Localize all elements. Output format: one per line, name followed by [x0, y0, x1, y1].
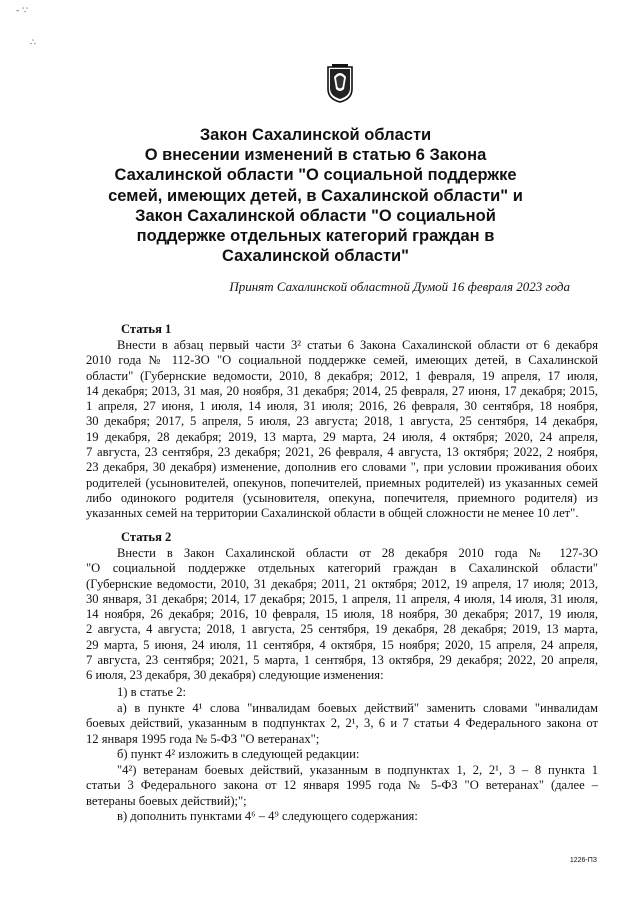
coat-of-arms-icon — [327, 63, 353, 103]
margin-mark-top: - ∵ — [16, 6, 28, 16]
text-line: либо одинокого родителя (усыновителя, опекуна, попечителя, приемного родителя) из — [86, 490, 598, 505]
title-line: Закон Сахалинской области — [199, 126, 432, 144]
title-line: семей, имеющих детей, в Сахалинской области" и — [108, 186, 523, 205]
text-line: области" (Губернские ведомости, 2010, 8 декабря; 2012, 1 февраля, 19 апреля, 17 июля, — [86, 368, 598, 383]
title-line: Сахалинской области" — [221, 247, 409, 266]
text-line: 14 ноября, 26 декабря; 2016, 10 февраля, 15 июля, 18 ноября, 30 декабря; 2017, 19 июля, — [86, 607, 598, 622]
article-2-paragraph — [86, 546, 598, 684]
text-line: Внести в абзац первый части 3² статьи 6 Закона Сахалинской области от 6 декабря — [117, 338, 598, 352]
item-1: 1) в статье 2: — [117, 685, 187, 699]
text-line: 29 марта, 5 июня, 24 июля, 11 сентября, 4 октября, 15 ноября; 2020, 15 апреля, 24 апреля, — [86, 637, 598, 652]
text-line: 19 декабря, 28 декабря; 2019, 13 марта, 29 марта, 24 июля, 4 октября; 2020, 24 апреля, — [86, 429, 598, 444]
item-c: в) дополнить пунктами 4⁶ – 4⁹ следующего содержания: — [117, 809, 418, 823]
adoption-note: Принят Сахалинской областной Думой 16 февраля 2023 года — [229, 279, 570, 294]
text-line: 7 августа, 23 сентября, 23 декабря; 2021, 26 февраля, 4 августа, 13 октября; 2022, 2 ноября, — [86, 445, 598, 460]
text-line: "4²) ветеранам боевых действий, указанным в подпунктах 1, 2, 2¹, 3 – 8 пункта 1 — [117, 763, 598, 777]
text-line: 23 декабря, 30 декабря) изменение, дополнив его словами ", при условии проживания обоих — [86, 460, 598, 475]
text-line: 30 января, 31 декабря; 2014, 17 декабря; 2015, 1 апреля, 11 апреля, 4 июля, 14 июля, 31 июля, — [86, 591, 598, 606]
title-line: Закон Сахалинской области "О социальной — [135, 206, 496, 225]
quoted-paragraph — [86, 763, 598, 809]
text-line: а) в пункте 4¹ слова "инвалидам боевых действий" заменить словами "инвалидам — [117, 701, 598, 715]
text-line: 2 августа, 4 августа; 2018, 1 августа, 25 сентября, 19 декабря, 28 декабря; 2019, 13 марта, — [86, 622, 598, 637]
text-line: (Губернские ведомости, 2010, 31 декабря; 2011, 21 октября; 2012, 19 апреля, 17 июля; 2013, — [86, 576, 598, 591]
title-line: Сахалинской области "О социальной поддержке — [114, 166, 517, 185]
text-line: Внести в Закон Сахалинской области от 28 декабря 2010 года № 127-ЗО — [117, 546, 598, 560]
text-line: статьи 3 Федерального закона от 12 января 1995 года № 5-ФЗ "О ветеранах" (далее – — [86, 778, 598, 793]
text-line: "О социальной поддержке отдельных категорий граждан в Сахалинской области" — [86, 561, 598, 576]
item-b: б) пункт 4² изложить в следующей редакции: — [117, 747, 360, 761]
article-1-heading: Статья 1 — [121, 322, 172, 336]
document-code: 1226-ПЗ — [569, 857, 597, 864]
text-line: боевых действий, указанным в подпунктах 2, 2¹, 3, 6 и 7 статьи 4 Федерального закона от — [86, 716, 598, 731]
text-line: 7 августа, 23 сентября; 2021, 5 марта, 1 сентября, 13 октября, 29 декабря; 2022, 20 апреля, — [86, 653, 598, 668]
text-line: 30 декабря; 2017, 5 апреля, 5 июля, 23 августа; 2018, 1 августа, 25 сентября, 14 декабря, — [86, 414, 598, 429]
text-line: 6 июля, 23 декабря, 30 декабря) следующие изменения: — [86, 668, 384, 683]
title-line: О внесении изменений в статью 6 Закона — [144, 146, 487, 165]
margin-mark-left: ∴ — [30, 38, 36, 48]
text-line: указанных семей на территории Сахалинской области в общей сложности не менее 10 лет". — [86, 506, 579, 521]
title-line: поддержке отдельных категорий граждан в — [136, 227, 495, 246]
item-a-paragraph — [86, 701, 598, 747]
text-line: родителей (усыновителей, опекунов, попечителей, приемных родителей) из указанных семей — [86, 475, 598, 490]
text-line: 12 января 1995 года № 5-ФЗ "О ветеранах"; — [86, 731, 320, 746]
article-2-heading: Статья 2 — [121, 530, 172, 544]
text-line: 14 декабря; 2013, 31 мая, 20 ноября, 31 декабря; 2014, 25 февраля, 27 июня, 17 декабря; 2015, — [86, 383, 598, 398]
law-title — [100, 125, 531, 266]
text-line: 1 апреля, 27 июня, 1 июля, 14 июля, 31 июля; 2016, 26 февраля, 30 сентября, 18 ноября, — [86, 399, 598, 414]
article-1-paragraph — [86, 338, 598, 522]
text-line: 2010 года № 112-ЗО "О социальной поддержке семей, имеющих детей, в Сахалинской — [86, 353, 598, 368]
text-line: ветераны боевых действий);"; — [86, 793, 247, 808]
